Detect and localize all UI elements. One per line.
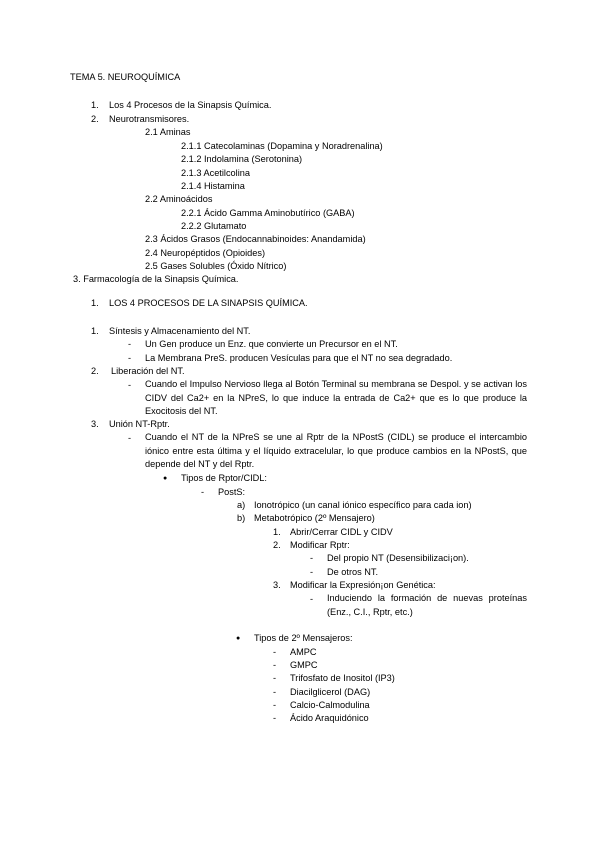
toc-item: 3. Farmacología de la Sinapsis Química.: [73, 274, 239, 284]
toc-subsubitem: 2.1.4 Histamina: [181, 181, 245, 191]
list-text: Modificar la Expresión¡on Genética:: [290, 580, 436, 590]
process-title: Unión NT-Rptr.: [109, 419, 170, 429]
bullet-text: Un Gen produce un Enz. que convierte un Precursor en el NT.: [145, 339, 398, 349]
list-item: Diacilglicerol (DAG): [290, 687, 371, 697]
toc-item: Neurotransmisores.: [109, 114, 190, 124]
list-text: Modificar Rptr:: [290, 540, 350, 550]
dash-bullet: -: [273, 660, 277, 670]
bullet-text: La Membrana PreS. producen Vesículas para que el NT no sea degradado.: [145, 353, 453, 363]
toc-item: Los 4 Procesos de la Sinapsis Química.: [109, 100, 272, 110]
list-number: 3.: [91, 419, 99, 429]
toc-subsubitem: 2.1.2 Indolamina (Serotonina): [181, 154, 303, 164]
letter-marker: a): [237, 500, 246, 510]
process-title: Liberación del NT.: [111, 366, 185, 376]
toc-number: 2.: [91, 114, 99, 124]
paragraph-text: Cuando el Impulso Nervioso llega al Botón Terminal su membrana se Despol. y se activan los CIDV del Ca2+ en la NPreS, lo que induce la entrada de Ca2+ que es lo que produce la Exocitosis del NT.: [145, 379, 527, 416]
list-item: Calcio-Calmodulina: [290, 700, 370, 710]
dash-bullet: -: [273, 700, 277, 710]
dash-bullet: -: [310, 594, 314, 604]
document-title: TEMA 5. NEUROQUÍMICA: [70, 72, 181, 82]
paragraph-text: Cuando el NT de la NPreS se une al Rptr de la NPostS (CIDL) se produce el intercambio iónico entre esta última y el líquido extracelular, lo que produce cambios en la NPostS, que depende del NT y del Rptr.: [145, 432, 527, 469]
section-heading: LOS 4 PROCESOS DE LA SINAPSIS QUÍMICA.: [109, 298, 308, 308]
dash-bullet: -: [273, 687, 277, 697]
list-text: PostS:: [218, 487, 246, 497]
dash-bullet: -: [310, 567, 314, 577]
list-number: 1.: [273, 527, 281, 537]
list-text: De otros NT.: [327, 567, 379, 577]
dash-bullet: -: [128, 433, 132, 443]
list-item: AMPC: [290, 647, 317, 657]
section-number: 1.: [91, 298, 99, 308]
dash-bullet: -: [273, 647, 277, 657]
letter-marker: b): [237, 513, 246, 523]
dash-bullet: -: [273, 713, 277, 723]
toc-subitem: 2.1 Aminas: [145, 127, 191, 137]
dash-bullet: -: [128, 353, 132, 363]
dash-bullet: -: [201, 487, 205, 497]
toc-subitem: 2.5 Gases Solubles (Óxido Nítrico): [145, 261, 287, 271]
round-bullet: ●: [236, 635, 241, 642]
list-number: 3.: [273, 580, 281, 590]
list-text: Abrir/Cerrar CIDL y CIDV: [290, 527, 393, 537]
list-text: Del propio NT (Desensibilizaci¡on).: [327, 553, 469, 563]
list-number: 1.: [91, 326, 99, 336]
list-text: Metabotrópico (2º Mensajero): [254, 513, 375, 523]
toc-subsubitem: 2.2.2 Glutamato: [181, 221, 247, 231]
toc-subsubitem: 2.1.3 Acetilcolina: [181, 168, 250, 178]
dash-bullet: -: [128, 339, 132, 349]
toc-subitem: 2.4 Neuropéptidos (Opioides): [145, 248, 266, 258]
list-text: Tipos de Rptor/CIDL:: [181, 473, 267, 483]
toc-number: 1.: [91, 100, 99, 110]
list-text: Tipos de 2º Mensajeros:: [254, 633, 353, 643]
process-title: Síntesis y Almacenamiento del NT.: [109, 326, 251, 336]
list-item: Trifosfato de Inositol (IP3): [290, 673, 395, 683]
dash-bullet: -: [128, 380, 132, 390]
toc-subitem: 2.3 Ácidos Grasos (Endocannabinoides: Anandamida): [145, 234, 366, 244]
toc-subitem: 2.2 Aminoácidos: [145, 194, 213, 204]
dash-bullet: -: [310, 553, 314, 563]
toc-subsubitem: 2.2.1 Ácido Gamma Aminobutírico (GABA): [181, 208, 355, 218]
list-item: Ácido Araquidónico: [290, 713, 369, 723]
list-text: Ionotrópico (un canal iónico específico para cada ion): [254, 500, 472, 510]
list-item: GMPC: [290, 660, 318, 670]
toc-subsubitem: 2.1.1 Catecolaminas (Dopamina y Noradrenalina): [181, 141, 383, 151]
list-number: 2.: [273, 540, 281, 550]
dash-bullet: -: [273, 673, 277, 683]
list-text: Induciendo la formación de nuevas proteínas (Enz., C.I., Rptr, etc.): [327, 593, 527, 617]
round-bullet: ●: [163, 475, 168, 482]
list-number: 2.: [91, 366, 99, 376]
